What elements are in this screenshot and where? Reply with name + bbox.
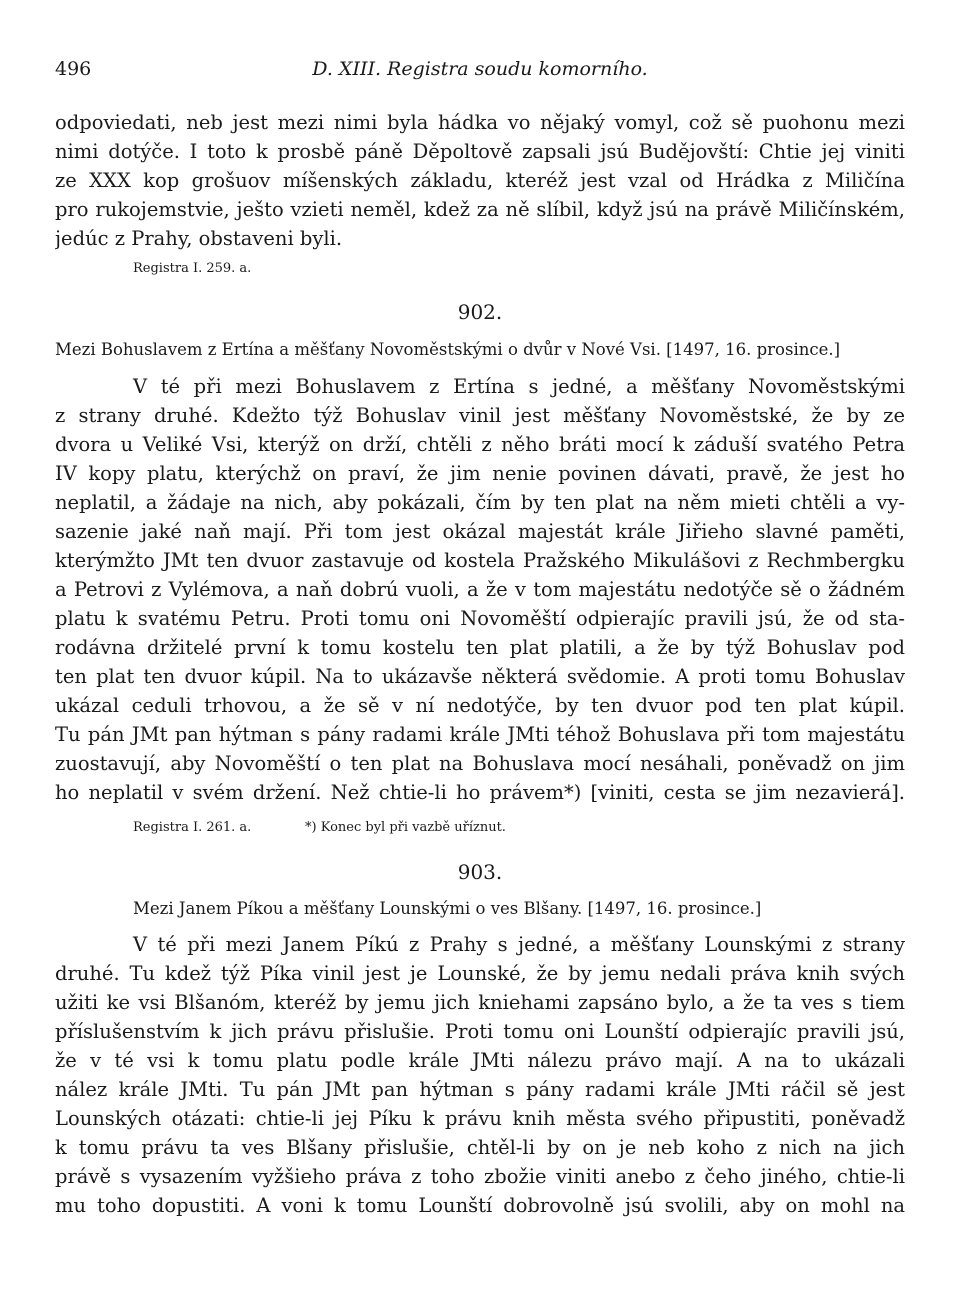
text-line: V té při mezi Bohuslavem z Ertína s jedné, a měšťany Novoměstskými [133, 375, 905, 398]
text-line: V té při mezi Janem Píkú z Prahy s jedné, a měšťany Lounskými z strany [133, 933, 905, 956]
text-line: IV kopy platu, kterýchž on praví, že jim nenie povinen dávati, pravě, že jest ho [55, 462, 905, 485]
text-line: že v té vsi k tomu platu podle krále JMti nálezu právo mají. A na to ukázali [55, 1049, 905, 1072]
text-line: příslušenstvím k jich právu přislušie. Proti tomu oni Lounští odpierajíc pravili jsú, [55, 1020, 905, 1043]
text-line: platu k svatému Petru. Proti tomu oni Novoměští odpierajíc pravili jsú, že od sta- [55, 607, 905, 630]
intro-paragraph [55, 108, 905, 253]
text-line: ho neplatil v svém držení. Než chtie-li ho právem*) [viniti, cesta se jim nezavierá]. [55, 781, 905, 804]
entry-body-903 [55, 930, 905, 1220]
text-line: k tomu právu ta ves Blšany přislušie, chtěl-li by on je neb koho z nich na jich [55, 1136, 905, 1159]
text-line: nimi dotýče. I toto k prosbě páně Děpoltově zapsali jsú Budějovští: Chtie jej viniti [55, 140, 905, 163]
text-line: ten plat ten dvuor kúpil. Na to ukázavše některá svědomie. A proti tomu Bohuslav [55, 665, 905, 688]
text-line: odpoviedati, neb jest mezi nimi byla hádka vo nějaký vomyl, což sě puohonu mezi [55, 111, 905, 134]
intro-citation: Registra I. 259. a. [133, 261, 252, 276]
text-line: Lounských otázati: chtie-li jej Píku k právu knih města svého připustiti, poněvadž [55, 1107, 905, 1130]
text-line: právě s vysazením vyžšieho práva z toho zbožie viniti anebo z čeho jiného, chtie-li [55, 1165, 905, 1188]
footnote-902: *) Konec byl při vazbě uříznut. [305, 820, 506, 835]
text-line: zuostavují, aby Novoměští o ten plat na Bohuslava mocí nesáhali, poněvadž on jim [55, 752, 905, 775]
text-line: nález krále JMti. Tu pán JMt pan hýtman s pány radami krále JMti ráčil sě jest [55, 1078, 905, 1101]
entry-number-903: 903. [457, 860, 503, 884]
text-line: a Petrovi z Vylémova, a naň dobrú vuoli, a že v tom majestátu nedotýče sě o žádném [55, 578, 905, 601]
text-line: druhé. Tu kdež týž Píka vinil jest je Lounské, že by jemu nedali práva knih svých [55, 962, 905, 985]
text-line: pro rukojemstvie, ješto vzieti neměl, kdež za ně slíbil, když jsú na právě Miličínském, [55, 198, 905, 221]
text-line: dvora u Veliké Vsi, kterýž on drží, chtěli z něho bráti mocí k záduší svatého Petra [55, 433, 905, 456]
text-line: sazenie jaké naň mají. Při tom jest okázal majestát krále Jiřieho slavné paměti, [55, 520, 905, 543]
entry-body-902 [55, 372, 905, 807]
page-number: 496 [55, 58, 92, 80]
page-header [55, 58, 905, 88]
running-title: D. XIII. Registra soudu komorního. [312, 58, 648, 80]
entry-summary-903: Mezi Janem Píkou a měšťany Lounskými o ves Blšany. [1497, 16. prosince.] [133, 899, 762, 918]
text-line: užiti ke vsi Blšanóm, kteréž by jemu jich kniehami zapsáno bylo, a že ta ves s tiem [55, 991, 905, 1014]
text-line: ukázal ceduli trhovou, a že sě v ní nedotýče, by ten dvuor pod ten plat kúpil. [55, 694, 905, 717]
text-line: z strany druhé. Kdežto týž Bohuslav vinil jest měšťany Novoměstské, že by ze [55, 404, 905, 427]
entry-citation-902: Registra I. 261. a. [133, 820, 252, 835]
text-line: neplatil, a žádaje na nich, aby pokázali, čím by ten plat na něm mieti chtěli a vy- [55, 491, 905, 514]
text-line: ze XXX kop grošuov míšenských základu, kteréž jest vzal od Hrádka z Miličína [55, 169, 905, 192]
text-line: rodávna držitelé první k tomu kostelu ten plat platili, a že by týž Bohuslav pod [55, 636, 905, 659]
text-line: mu toho dopustiti. A voni k tomu Lounští dobrovolně jsú svolili, aby on mohl na [55, 1194, 905, 1217]
entry-summary-902: Mezi Bohuslavem z Ertína a měšťany Novoměstskými o dvůr v Nové Vsi. [1497, 16. prosince.] [55, 340, 841, 359]
entry-number-902: 902. [457, 300, 503, 324]
text-line: Tu pán JMt pan hýtman s pány radami krále JMti téhož Bohuslava při tom majestátu [55, 723, 905, 746]
text-line: kterýmžto JMt ten dvuor zastavuje od kostela Pražského Mikulášovi z Rechmbergku [55, 549, 905, 572]
text-line: jedúc z Prahy, obstaveni byli. [55, 227, 343, 250]
